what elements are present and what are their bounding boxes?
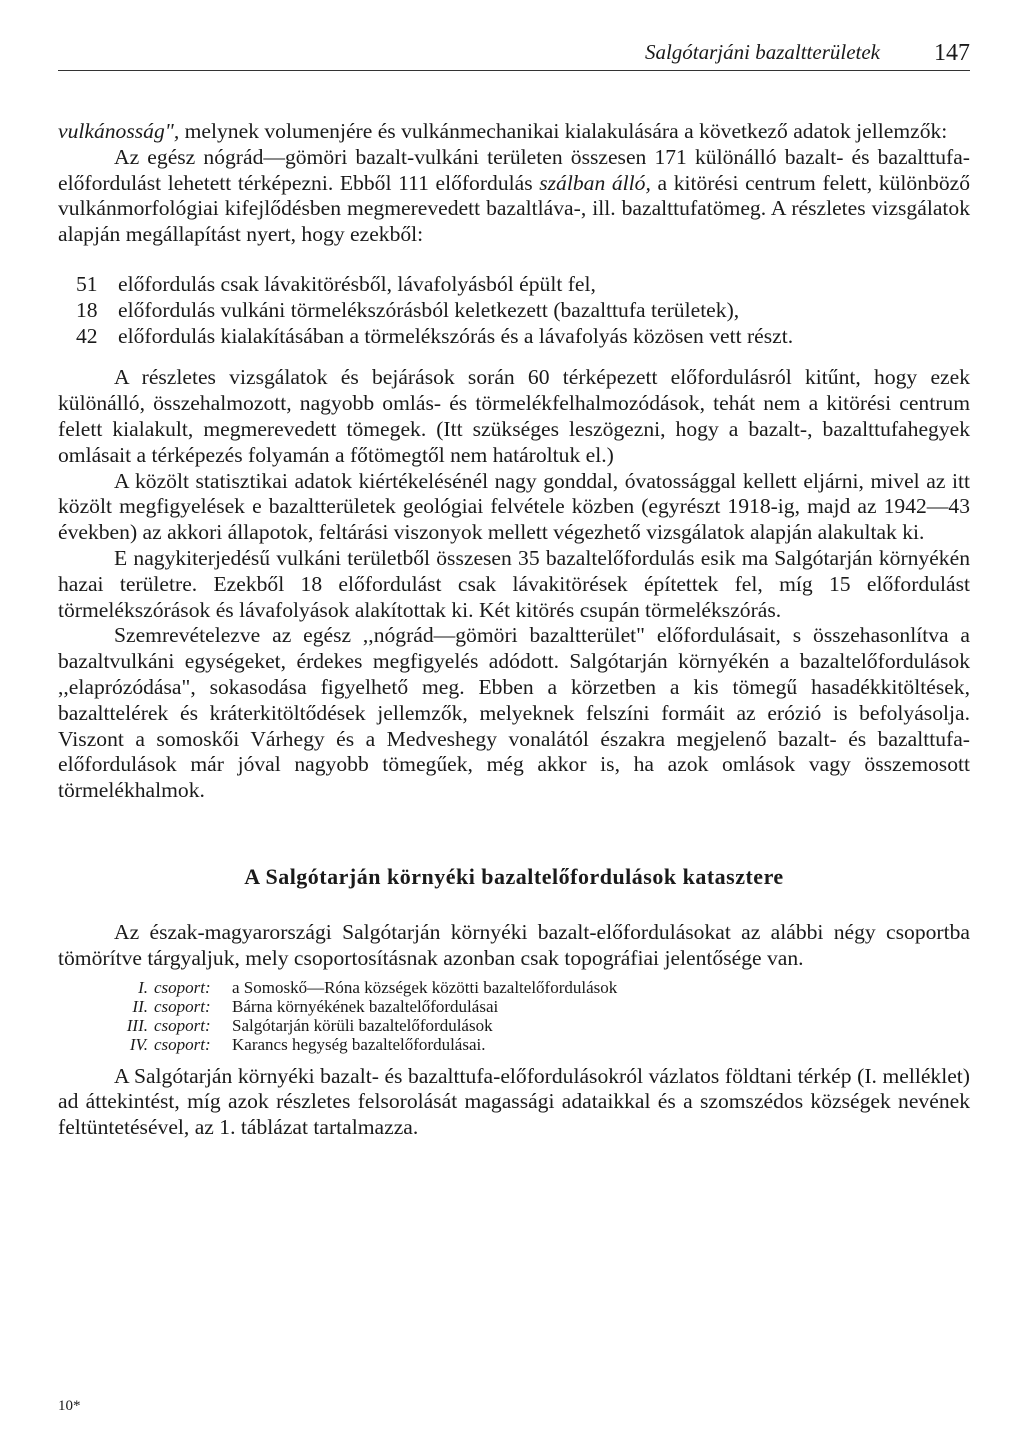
paragraph-1 bbox=[58, 119, 970, 145]
paragraph-2-text-a: Az egész nógrád—gömöri bazalt-vulkáni területen összesen 171 különálló bazalt- és bazalttufa-előfordulást lehetett térképezni. Ebből 111 előfordulás bbox=[58, 144, 970, 195]
page-number: 147 bbox=[934, 40, 970, 66]
paragraph-5: E nagykiterjedésű vulkáni területből összesen 35 bazaltelőfordulás esik ma Salgótarján környékén hazai területre. Ezekből 18 előfordulást csak lávakitörések építettek fel, míg 15 előfordulást törmelékszórások és lávafolyások alakítottak ki. Két kitörés csupán törmelékszórás. bbox=[58, 545, 970, 622]
group-word: csoport: bbox=[154, 1015, 211, 1035]
list-item-text: előfordulás kialakításában a törmelékszórás és a lávafolyás közösen vett részt. bbox=[118, 323, 794, 348]
paragraph-1-text: melynek volumenjére és vulkánmechanikai kialakulására a következő adatok jellemzők: bbox=[179, 119, 948, 143]
italic-term-2: szálban álló, bbox=[539, 170, 651, 195]
list-item bbox=[58, 272, 970, 298]
group-text: Karancs hegység bazaltelőfordulásai. bbox=[232, 1034, 486, 1054]
paragraph-4: A közölt statisztikai adatok kiértékelésénél nagy gonddal, óvatossággal kellett eljárni, mivel az itt közölt megfigyelések e bazaltterületek geológiai felvétele közben (egyrészt 1918-ig, majd az 1942—43 években) az akkori állapotok, feltárási viszonyok mellett végezhető vizsgálatok alapján alakultak ki. bbox=[58, 468, 970, 545]
section-paragraph-2: A Salgótarján környéki bazalt- és bazalttufa-előfordulásokról vázlatos földtani térkép (I. melléklet) ad áttekintést, míg azok részletes felsorolását magassági adataikkal és a szomszédos községek nevének feltüntetésével, az 1. táblázat tartalmazza. bbox=[58, 1063, 970, 1140]
group-number: I. bbox=[138, 977, 148, 997]
list-item bbox=[58, 324, 970, 350]
group-number: IV. bbox=[129, 1034, 148, 1054]
list-item-number: 42 bbox=[76, 323, 98, 348]
group-item bbox=[58, 1035, 970, 1054]
running-title: Salgótarjáni bazaltterületek bbox=[644, 40, 880, 64]
running-head bbox=[58, 30, 970, 71]
section-paragraph-1: Az észak-magyarországi Salgótarján környéki bazalt-előfordulásokat az alábbi négy csoportba tömörítve tárgyaljuk, mely csoportosításnak azonban csak topográfiai jelentősége van. bbox=[58, 919, 970, 970]
signature-mark: 10* bbox=[58, 1398, 81, 1414]
group-text: Bárna környékének bazaltelőfordulásai bbox=[232, 996, 499, 1016]
list-item-number: 51 bbox=[76, 271, 98, 296]
paragraph-2 bbox=[58, 145, 970, 248]
group-word: csoport: bbox=[154, 996, 211, 1016]
group-word: csoport: bbox=[154, 1034, 211, 1054]
paragraph-3: A részletes vizsgálatok és bejárások során 60 térképezett előfordulásról kitűnt, hogy ezek különálló, összehalmozott, nagyobb omlás- és törmelékfelhalmozódások, tehát nem a kitörési centrum felett kialakult, megmerevedett tömegek. (Itt szükséges leszögezni, hogy a bazalt-, bazalttufahegyek omlásait a térképezés folyamán a főtömegtől nem határoltuk el.) bbox=[58, 365, 970, 467]
list-item-text: előfordulás csak lávakitörésből, lávafolyásból épült fel, bbox=[118, 271, 596, 296]
group-text: Salgótarján körüli bazaltelőfordulások bbox=[232, 1015, 493, 1035]
italic-term: vulkánosság", bbox=[58, 119, 180, 143]
paragraph-6: Szemrevételezve az egész ,,nógrád—gömöri bazaltterület" előfordulásait, s összehasonlítva a bazaltvulkáni egységeket, érdekes megfigyelés adódott. Salgótarján környékén a bazaltelőfordulások ,,elaprózódása", sokasodása figyelhető meg. Ebben a körzetben a kis tömegű hasadékkitöltések, bazalttelérek és kráterkitöltődések jellemzők, melyeknek felszíni formáit az erózió is befolyásolja. Viszont a somoskői Várhegy és a Medveshegy vonalától északra megjelenő bazalt- és bazalttufa-előfordulások már jóval nagyobb tömegűek, még akkor is, ha azok omlások vagy összemosott törmelékhalmok. bbox=[58, 623, 970, 803]
group-number: II. bbox=[132, 996, 148, 1016]
list-item-number: 18 bbox=[76, 297, 98, 322]
group-item bbox=[58, 997, 970, 1016]
group-item bbox=[58, 1016, 970, 1035]
paragraph-2-text-b: a kitörési centrum felett, különböző vulkánmorfológiai kifejlődésben megmerevedett bazaltláva-, ill. bazalttufatömeg. A részletes vizsgálatok alapján megállapítást nyert, hogy ezekből: bbox=[58, 170, 970, 247]
group-number: III. bbox=[126, 1015, 148, 1035]
list-item-text: előfordulás vulkáni törmelékszórásból keletkezett (bazalttufa területek), bbox=[118, 297, 740, 322]
occurrence-list bbox=[58, 272, 970, 349]
group-text: a Somoskő—Róna községek közötti bazaltelőfordulások bbox=[232, 977, 618, 997]
group-item bbox=[58, 978, 970, 997]
group-list bbox=[58, 978, 970, 1054]
section-heading: A Salgótarján környéki bazaltelőfordulások katasztere bbox=[244, 863, 784, 889]
list-item bbox=[58, 298, 970, 324]
group-word: csoport: bbox=[154, 977, 211, 997]
page bbox=[58, 30, 970, 1141]
